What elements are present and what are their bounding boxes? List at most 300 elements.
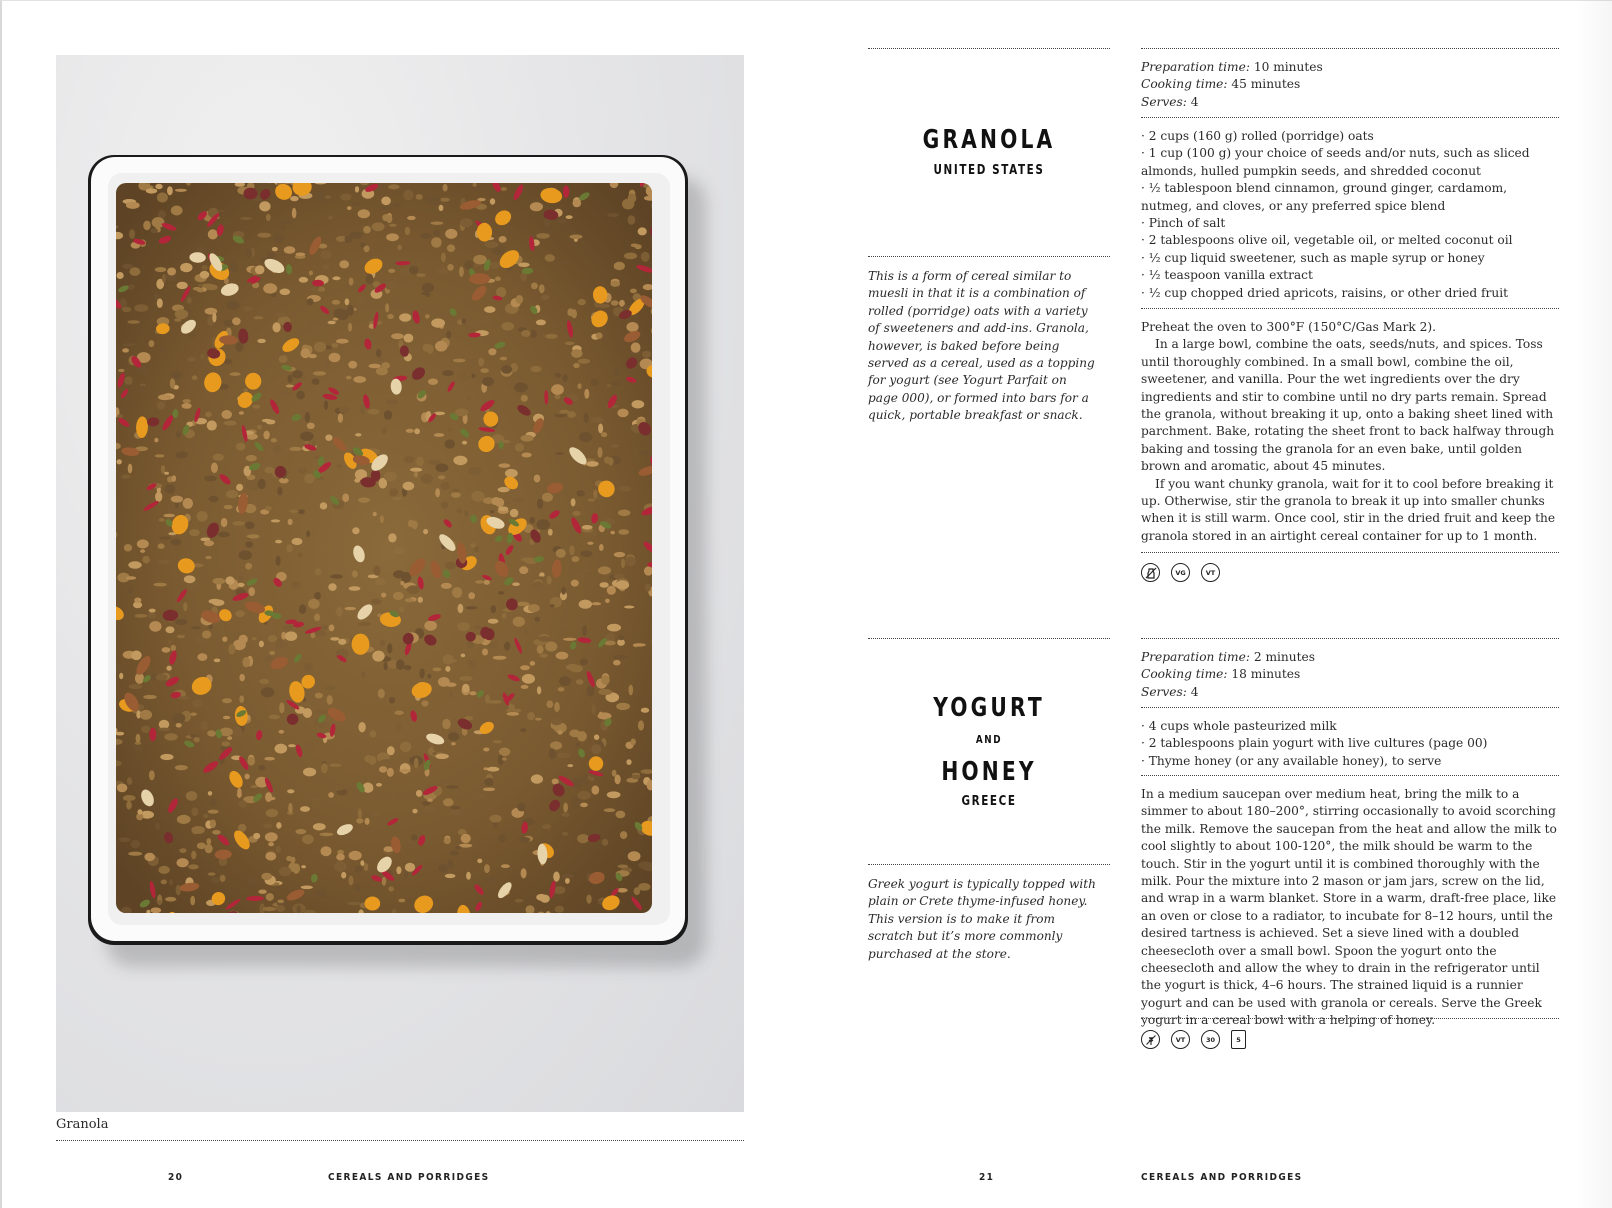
oat-cluster [386,399,398,405]
oat-cluster [198,284,203,287]
oat-cluster [255,265,265,274]
oat-cluster [614,552,626,557]
oat-cluster [470,543,475,547]
oat-cluster [443,184,448,192]
oat-cluster [628,215,636,224]
oat-cluster [345,236,353,244]
oat-cluster [168,640,172,643]
oat-cluster [425,293,430,298]
oat-cluster [212,313,216,323]
oat-cluster [303,768,316,777]
oat-cluster [539,654,547,658]
oat-cluster [292,208,297,219]
oat-cluster [207,730,216,736]
oat-cluster [439,205,444,211]
oat-cluster [571,498,576,506]
oat-cluster [521,435,534,442]
oat-cluster [380,640,386,647]
oat-cluster [309,271,313,276]
oat-cluster [329,625,335,632]
oat-cluster [607,213,619,217]
recipe-intro: This is a form of cereal similar to muesli in that it is a combination of rolled (porridge) oats with a variety of sweeteners and add-ins. Granola, however, is baked before being served as a cereal, used as a topping for yogurt (see Yogurt Parfait on page 000), or formed into bars for a quick, portable breakfast or snack. [868,269,1095,423]
oat-cluster [498,834,506,843]
oat-cluster [149,340,155,347]
oat-cluster [624,606,634,609]
oat-cluster [416,790,422,797]
oat-cluster [276,822,281,829]
oat-cluster [457,509,462,513]
oat-cluster [452,587,462,598]
oat-cluster [363,226,371,234]
oat-cluster [569,545,574,555]
list-item: · ½ cup liquid sweetener, such as maple syrup or honey [1141,250,1559,267]
oat-cluster [355,865,363,872]
oat-cluster [336,607,342,617]
oat-cluster [349,851,362,860]
oat-cluster [232,726,242,737]
oat-cluster [631,342,641,352]
oat-cluster [265,852,276,861]
vegan-icon: VG [1171,563,1190,582]
oat-cluster [491,497,500,505]
oat-cluster [117,784,128,793]
oat-cluster [614,368,620,376]
oat-cluster [226,490,238,498]
oat-cluster [501,864,510,868]
oat-cluster [338,639,346,645]
oat-cluster [259,679,269,684]
oat-cluster [150,907,161,913]
oat-cluster [597,496,602,500]
oat-cluster [224,421,237,426]
oat-cluster [548,444,557,452]
oat-cluster [142,185,153,188]
granola-tray-illustration [56,55,744,1112]
oat-cluster [576,679,584,684]
oat-cluster [228,644,235,655]
oat-cluster [424,621,437,631]
caption-rule [56,1140,744,1141]
oat-cluster [166,666,171,671]
oat-cluster [316,889,326,898]
oat-cluster [455,846,461,849]
oat-cluster [285,631,297,641]
oat-cluster [372,222,385,231]
oat-cluster [386,233,399,241]
oat-cluster [247,757,255,766]
oat-cluster [396,722,401,732]
oat-cluster [582,568,591,573]
oat-cluster [445,666,450,672]
oat-cluster [306,531,310,538]
oat-cluster [549,748,556,759]
oat-cluster [183,602,187,611]
oat-cluster [387,746,395,755]
oat-cluster [607,624,621,632]
oat-cluster [299,277,308,283]
oat-cluster [607,586,616,595]
oat-cluster [513,617,525,627]
oat-cluster [381,427,387,434]
oat-cluster [176,451,188,458]
vegetarian-icon: VT [1201,563,1220,582]
oat-cluster [555,452,564,455]
oat-cluster [296,253,306,257]
oat-cluster [441,583,452,589]
oat-cluster [257,233,271,238]
oat-cluster [442,719,451,729]
oat-cluster [434,433,444,437]
oat-cluster [451,742,456,745]
oat-cluster [400,742,411,753]
oat-cluster [567,308,573,316]
recipe-title: HONEY [941,756,1037,787]
oat-cluster [177,635,185,639]
oat-cluster [631,775,640,780]
oat-cluster [287,375,292,383]
oat-cluster [322,264,329,269]
oat-cluster [448,860,454,868]
oat-cluster [151,228,158,233]
oat-cluster [206,838,211,845]
oat-cluster [498,507,508,512]
oat-cluster [247,534,260,538]
rule [1141,117,1559,118]
oat-cluster [304,742,316,749]
oat-cluster [448,732,460,740]
oat-cluster [554,702,560,712]
oat-cluster [488,700,502,704]
oat-cluster [292,370,303,378]
oat-cluster [558,624,568,629]
oat-cluster [464,260,474,270]
oat-cluster [192,700,203,708]
oat-cluster [264,467,274,474]
oat-cluster [126,202,140,209]
oat-cluster [130,267,141,276]
oat-cluster [157,298,163,308]
oat-cluster [242,657,250,667]
oat-cluster [431,237,442,248]
oat-cluster [641,769,654,774]
oat-cluster [375,578,386,585]
oat-cluster [591,704,596,715]
oat-cluster [171,206,183,216]
oat-cluster [146,188,158,193]
oat-cluster [643,284,654,290]
oat-cluster [620,831,627,839]
oat-cluster [490,510,495,513]
oat-cluster [608,457,614,465]
oat-cluster [314,592,321,600]
oat-cluster [321,763,328,773]
oat-cluster [629,685,634,696]
recipe-origin: UNITED STATES [933,162,1045,178]
oat-cluster [219,569,226,572]
oat-cluster [245,480,257,488]
oat-cluster [161,880,167,885]
oat-cluster [423,529,428,534]
oat-cluster [611,300,619,305]
oat-cluster [279,391,292,396]
oat-cluster [204,540,214,546]
oat-cluster [566,664,580,670]
oat-cluster [515,899,524,903]
oat-cluster [275,311,286,317]
oat-cluster [531,774,543,783]
oat-cluster [490,815,502,823]
oat-cluster [276,846,282,854]
oat-cluster [205,284,217,290]
oat-cluster [584,412,589,423]
oat-cluster [478,794,485,799]
oat-cluster [578,359,590,364]
oat-cluster [127,777,132,785]
oat-cluster [407,898,412,904]
oat-cluster [251,785,258,788]
oat-cluster [601,675,610,685]
oat-cluster [142,556,150,564]
oat-cluster [504,502,511,505]
oat-cluster [562,374,568,382]
oat-cluster [117,414,123,418]
oat-cluster [457,622,469,631]
oat-cluster [381,593,386,598]
oat-cluster [156,674,168,681]
oat-cluster [349,586,361,591]
oat-cluster [232,317,241,325]
oat-cluster [581,551,593,557]
oat-cluster [546,700,553,708]
oat-cluster [149,609,156,613]
vegetarian-icon: VT [1171,1030,1190,1049]
oat-cluster [571,349,582,358]
oat-cluster [486,877,495,883]
oat-cluster [239,635,248,644]
oat-cluster [355,885,361,891]
oat-cluster [467,397,472,401]
oat-cluster [628,194,637,203]
oat-cluster [425,314,430,319]
oat-cluster [271,438,277,442]
method-paragraph: Preheat the oven to 300°F (150°C/Gas Mark 2). [1141,320,1437,334]
oat-cluster [638,883,650,891]
oat-cluster [385,281,398,291]
oat-cluster [628,851,641,861]
oat-cluster [277,487,282,496]
oat-cluster [261,687,275,697]
oat-cluster [482,377,494,386]
oat-cluster [536,320,546,326]
oat-cluster [447,264,454,271]
oat-cluster [510,509,519,517]
oat-cluster [399,607,404,613]
oat-cluster [537,686,541,694]
oat-cluster [176,885,181,896]
oat-cluster [540,895,550,903]
oat-cluster [304,663,314,672]
oat-cluster [446,785,459,788]
oat-cluster [315,568,322,575]
oat-cluster [562,832,568,836]
oat-cluster [312,378,320,385]
oat-cluster [324,685,335,690]
oat-cluster [137,539,149,548]
oat-cluster [209,599,222,604]
oat-cluster [330,764,342,767]
oat-cluster [453,456,467,466]
oat-cluster [157,192,168,202]
oat-cluster [189,529,200,536]
oat-cluster [301,348,311,358]
oat-cluster [245,541,253,548]
oat-cluster [299,604,306,614]
oat-cluster [566,215,573,219]
oat-cluster [302,321,309,328]
oat-cluster [177,282,188,289]
oat-cluster [593,489,597,499]
oat-cluster [611,382,622,386]
oat-cluster [347,206,352,210]
oat-cluster [175,765,188,770]
oat-cluster [200,353,204,359]
oat-cluster [422,801,430,805]
oat-cluster [447,244,455,252]
oat-cluster [200,271,210,279]
oat-cluster [296,391,305,400]
oat-cluster [230,372,241,376]
oat-cluster [462,684,469,693]
oat-cluster [336,339,349,344]
oat-cluster [587,542,593,545]
oat-cluster [501,322,514,331]
oat-cluster [619,486,631,492]
oat-cluster [483,788,495,792]
recipe-times: Preparation time: 2 minutes Cooking time: 18 minutes Serves: 4 [1141,650,1315,699]
oat-cluster [586,461,599,467]
oat-cluster [400,581,404,585]
oat-cluster [380,515,384,523]
oat-cluster [517,803,526,812]
oat-cluster [438,475,445,479]
oat-cluster [433,229,440,236]
oat-cluster [356,818,363,823]
oat-cluster [561,587,566,595]
oat-cluster [576,742,580,747]
oat-cluster [171,496,183,503]
oat-cluster [352,527,359,534]
oat-cluster [453,359,466,363]
oat-cluster [129,229,135,239]
oat-cluster [435,463,448,472]
oat-cluster [555,373,562,378]
oat-cluster [644,566,653,575]
oat-cluster [556,753,570,759]
oat-cluster [420,233,431,239]
oat-cluster [391,333,404,339]
oat-cluster [291,581,300,588]
oat-cluster [556,220,567,224]
oat-cluster [186,791,197,801]
oat-cluster [197,511,208,522]
oat-cluster [244,774,249,780]
oat-cluster [197,247,207,253]
oat-cluster [405,863,415,872]
oat-cluster [405,227,410,235]
oat-cluster [268,635,277,642]
oat-cluster [401,307,410,313]
oat-cluster [370,730,377,737]
oat-cluster [614,574,625,579]
oat-cluster [128,852,142,856]
method-paragraph: In a medium saucepan over medium heat, bring the milk to a simmer to about 180–200°, stirring occasionally to avoid scorching the milk. Remove the saucepan from the heat and allow the milk to cool slightly to about 100-120°, the milk should be warm to the touch. Stir in the yogurt until it is combined thoroughly with the milk. Pour the mixture into 2 mason or jam jars, screw on the lid, and wrap in a warm blanket. Store in a warm, draft-free place, like an oven or close to a radiator, to incubate for 8–12 hours, until the desired tartness is achieved. Set a sieve lined with a doubled cheesecloth over a small bowl. Spoon the yogurt onto the cheesecloth and allow the whey to drain in the refrigerator until the yogurt is thick, 4–6 hours. The strained liquid is a runnier yogurt and can be used with granola or cereals. Serve the Greek yogurt in a cereal bowl with a helping of honey. [1141,787,1557,1028]
oat-cluster [290,857,295,864]
oat-cluster [253,833,260,839]
oat-cluster [333,309,345,319]
oat-cluster [399,313,411,322]
oat-cluster [536,233,549,239]
method-paragraph: If you want chunky granola, wait for it to cool before breaking it up. Otherwise, stir the granola to break it up into smaller chunks when it is still warm. Once cool, stir in the dried fruit and keep the granola stored in an airtight cereal container for up to 1 month. [1141,476,1556,543]
oat-cluster [435,754,449,760]
oat-cluster [441,253,446,263]
oat-cluster [474,625,482,629]
oat-cluster [289,510,298,513]
oat-cluster [578,383,582,389]
oat-cluster [573,199,582,207]
oat-cluster [184,575,196,583]
oat-cluster [171,539,182,546]
oat-cluster [380,759,394,763]
oat-cluster [122,307,131,312]
oat-cluster [320,502,327,509]
oat-cluster [535,617,540,622]
oat-cluster [641,252,650,262]
oat-cluster [205,556,211,559]
oat-cluster [309,287,319,290]
oat-cluster [235,610,245,617]
oat-cluster [119,837,131,842]
oat-cluster [521,868,527,878]
oat-cluster [528,604,540,612]
oat-cluster [592,602,602,605]
oat-cluster [570,235,583,240]
oat-cluster [305,412,311,422]
oat-cluster [304,474,315,484]
oat-cluster [389,488,398,496]
oat-cluster [302,834,314,844]
oat-cluster [364,863,369,871]
oat-cluster [159,536,171,539]
oat-cluster [493,740,502,743]
oat-cluster [266,214,271,221]
oat-cluster [274,234,284,243]
oat-cluster [445,562,456,569]
oat-cluster [279,355,288,363]
oat-cluster [542,824,551,829]
oat-cluster [615,775,621,785]
oat-cluster [475,580,484,583]
oat-cluster [165,484,175,494]
oat-cluster [360,860,364,866]
oat-cluster [607,791,621,798]
oat-cluster [257,339,266,343]
oat-cluster [489,262,500,269]
oat-cluster [162,274,166,283]
oat-cluster [275,639,284,649]
oat-cluster [264,757,275,761]
oat-cluster [223,716,230,719]
oat-cluster [521,685,529,689]
